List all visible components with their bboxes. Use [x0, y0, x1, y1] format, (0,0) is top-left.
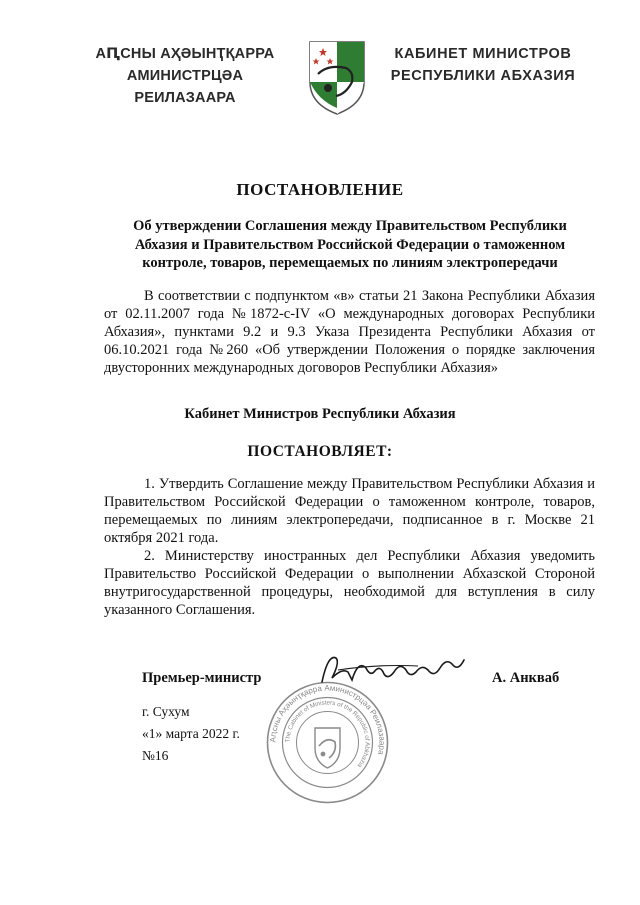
header-left-line1: АԤСНЫ АҲӘЫНҬҚАРРА: [95, 46, 275, 62]
header-right-line1: КАБИНЕТ МИНИСТРОВ: [394, 46, 572, 62]
seal-inner-text: The Cabinet of Ministers of the Republic of Abkhazia: [284, 699, 371, 769]
resolution-item-1: 1. Утвердить Соглашение между Правительством Республики Абхазия и Правительством Российской Федерации о таможенном контроле, товаров, перемещаемых по линиям электропередачи, подписанное в г. Москве 21 октября 2021 года.: [104, 476, 595, 546]
issue-date: «1» марта 2022 г.: [142, 726, 240, 741]
resolution-item-2: 2. Министерству иностранных дел Республики Абхазия уведомить Правительство Российской Федерации о выполнении Абхазской Стороной внутригосударственной процедуры, необходимой для вступления в силу указанного Соглашения.: [104, 548, 595, 618]
signatory-position: Премьер-министр: [142, 670, 262, 686]
header-left: [80, 43, 290, 109]
signatory-name: А. Анкваб: [492, 670, 560, 686]
seal-outer-text: Аԥсны Аҳәынҭқарра Аминистрцәа Реилазаара: [268, 683, 387, 756]
document-subject: Об утверждении Соглашения между Правительством Республики Абхазия и Правительством Российской Федерации о таможенном контроле, товаров, перемещаемых по линиям электропередачи: [133, 218, 567, 271]
header-right-line2: РЕСПУБЛИКИ АБХАЗИЯ: [390, 68, 576, 84]
resolves-heading: ПОСТАНОВЛЯЕТ:: [247, 443, 393, 460]
place-of-issue: г. Сухум: [142, 704, 190, 719]
official-seal-icon: [265, 680, 390, 805]
document-title: ПОСТАНОВЛЕНИЕ: [236, 180, 404, 199]
issuer-line: Кабинет Министров Республики Абхазия: [184, 406, 456, 422]
handwritten-signature: [318, 650, 468, 692]
document-number: №16: [142, 748, 169, 763]
preamble-paragraph: В соответствии с подпунктом «в» статьи 21 Закона Республики Абхазия от 02.11.2007 года №1872-с-IV «О международных договорах Республики Абхазия», пунктами 9.2 и 9.3 Указа Президента Республики Абхазия от 06.10.2021 года №260 «Об утверждении Положения о порядке заключения двусторонних международных договоров Республики Абхазия»: [104, 288, 595, 376]
header-right: [388, 43, 578, 87]
abkhazia-emblem-icon: [306, 38, 368, 116]
header-left-line2: АМИНИСТРЦӘА РЕИЛАЗААРА: [126, 68, 244, 106]
